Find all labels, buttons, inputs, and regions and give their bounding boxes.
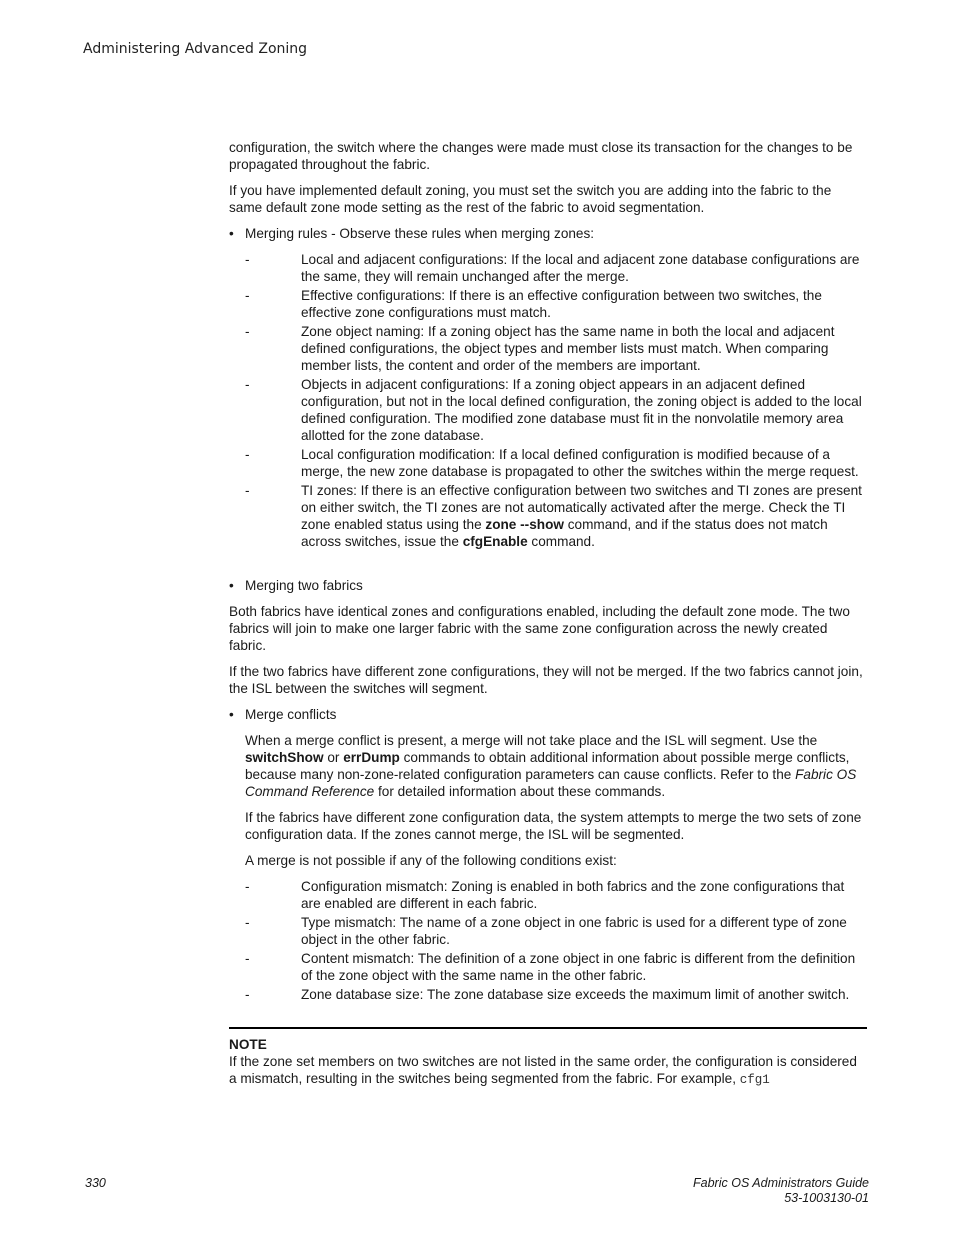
paragraph [229,732,867,800]
text-run: for detailed information about these commands. [374,784,666,799]
list-item-text: Objects in adjacent configurations: If a zoning object appears in an adjacent defined configuration, but not in the local defined configuration, the zoning object is added to the local defined configuration. The modified zone database must fit in the nonvolatile memory area allotted for the zone database. [301,377,862,443]
bullet-merging-rules [229,225,867,242]
dash-icon: - [245,288,250,303]
bullet-label: Merging two fabrics [245,578,363,593]
dash-icon: - [245,915,250,930]
dash-icon: - [245,987,250,1002]
bullet-icon: • [229,578,234,593]
paragraph: configuration, the switch where the changes were made must close its transaction for the changes to be propagated throughout the fabric. [229,140,853,172]
text-run: command, and if the status does not match across switches, issue the [301,517,828,549]
list-item-text: Zone object naming: If a zoning object has the same name in both the local and adjacent defined configurations, the object types and member lists must match. When comparing member lists, the content and order of the members are important. [301,324,835,373]
list-item [245,287,867,321]
running-header: Administering Advanced Zoning [83,41,308,57]
document-reference: Fabric OS Command Reference [245,767,857,799]
text-run: When a merge conflict is present, a merge will not take place and the ISL will segment. Use the [245,733,818,748]
bullet-label: Merge conflicts [245,707,337,722]
list-item-text: Local configuration modification: If a local defined configuration is modified because of a merge, the new zone database is propagated to other the switches within the merge request. [301,447,859,479]
dash-icon: - [245,377,250,392]
note-box [229,1027,867,1089]
paragraph: If the fabrics have different zone configuration data, the system attempts to merge the two sets of zone configuration data. If the zones cannot merge, the ISL will be segmented. [245,810,862,842]
paragraph: If the two fabrics have different zone configurations, they will not be merged. If the two fabrics cannot join, the ISL between the switches will segment. [229,664,863,696]
list-item-ti-zones [245,482,867,550]
page-number: 330 [85,1176,106,1190]
dash-icon: - [245,447,250,462]
footer-doc-info [693,1176,869,1206]
paragraph: Both fabrics have identical zones and configurations enabled, including the default zone mode. The two fabrics will join to make one larger fabric with the same zone configuration across the newly created fabric. [229,604,850,653]
text-run: or [323,750,344,765]
list-item [245,376,867,444]
bullet-icon: • [229,226,234,241]
code-cfg1: cfg1 [739,1073,770,1087]
dash-icon: - [245,483,250,498]
list-item [245,323,867,374]
paragraph: If you have implemented default zoning, you must set the switch you are adding into the fabric to the same default zone mode setting as the rest of the fabric to avoid segmentation. [229,183,832,215]
list-item [245,251,867,285]
note-text [229,1053,867,1089]
command-zone-show: zone --show [485,517,564,532]
list-item [245,878,867,912]
command-errdump: errDump [343,750,400,765]
list-item-text: Content mismatch: The definition of a zone object in one fabric is different from the definition of the zone object with the same name in the other fabric. [301,951,856,983]
list-item-text: Type mismatch: The name of a zone object in one fabric is used for a different type of zone object in the other fabric. [301,915,847,947]
dash-icon: - [245,324,250,339]
dash-icon: - [245,879,250,894]
dash-icon: - [245,951,250,966]
bullet-icon: • [229,707,234,722]
dash-icon: - [245,252,250,267]
text-run: If the zone set members on two switches are not listed in the same order, the configuration is considered a mismatch, resulting in the switches being segmented from the fabric. For example, [229,1054,857,1086]
list-item-text [301,483,862,549]
bullet-merging-two-fabrics [229,577,867,594]
text-run: commands to obtain additional information about possible merge conflicts, because many non-zone-related configuration parameters can cause conflicts. Refer to the [245,750,850,782]
doc-number: 53-1003130-01 [784,1191,869,1205]
merging-rules-list [245,251,867,550]
bullet-label: Merging rules - Observe these rules when merging zones: [245,226,595,241]
list-item [245,914,867,948]
page-body [229,139,867,1089]
list-item-text: Effective configurations: If there is an effective configuration between two switches, the effective zone configurations must match. [301,288,822,320]
command-switchshow: switchShow [245,750,324,765]
text-run: command. [527,534,595,549]
command-cfgenable: cfgEnable [462,534,528,549]
list-item-text: Zone database size: The zone database size exceeds the maximum limit of another switch. [301,987,850,1002]
merge-conflicts-list [245,878,867,1003]
bullet-merge-conflicts [229,706,867,723]
text-run: TI zones: If there is an effective configuration between two switches and TI zones are present on either switch, the TI zones are not automatically activated after the merge. Check the TI zone enabled status using the [301,483,862,532]
list-item-text: Local and adjacent configurations: If the local and adjacent zone database configurations are the same, they will remain unchanged after the merge. [301,252,860,284]
list-item [245,446,867,480]
note-title: NOTE [229,1037,267,1052]
doc-title: Fabric OS Administrators Guide [693,1176,869,1190]
paragraph: A merge is not possible if any of the following conditions exist: [245,853,617,868]
list-item [245,950,867,984]
list-item [245,986,867,1003]
list-item-text: Configuration mismatch: Zoning is enabled in both fabrics and the zone configurations that are enabled are different in each fabric. [301,879,845,911]
